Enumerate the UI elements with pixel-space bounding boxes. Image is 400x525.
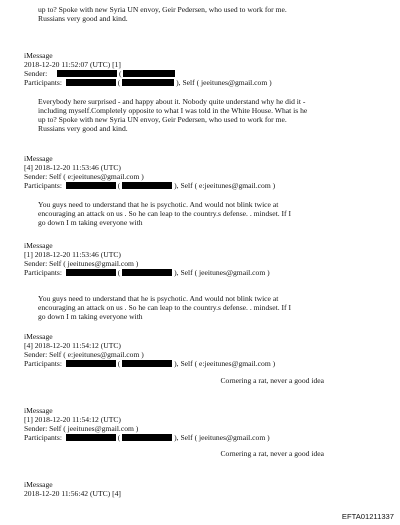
sender-label: Sender: [24,69,48,78]
redaction-box [122,269,172,276]
message-body-line: You guys need to understand that he is psychotic. And would not blink twice at [38,294,279,303]
redaction-box [66,360,116,367]
message-body-line: encouraging an attack on us . So he can leap to the country.s defense. . mindset. If I [38,209,291,218]
message-timestamp: [1] 2018-12-20 11:53:46 (UTC) [24,250,121,259]
message-body-line: Cornering a rat, never a good idea [220,376,324,385]
participants-line [24,433,270,442]
participants-self: ), Self ( jeeitunes@gmail.com ) [174,268,270,277]
participants-self: ), Self ( jeeitunes@gmail.com ) [174,433,270,442]
document-id: EFTA01211337 [341,512,394,521]
participants-line [24,359,275,368]
message-type: iMessage [24,480,53,489]
message-type: iMessage [24,241,53,250]
message-timestamp: 2018-12-20 11:52:07 (UTC) [1] [24,60,121,69]
participants-label: Participants: [24,78,62,87]
message-type: iMessage [24,154,53,163]
participants-self: ), Self ( e:jeeitunes@gmail.com ) [174,181,276,190]
message-type: iMessage [24,51,53,60]
message-timestamp: [1] 2018-12-20 11:54:12 (UTC) [24,415,121,424]
message-body-line: Russians very good and kind. [38,124,128,133]
message-body-line: up to? Spoke with new Syria UN envoy, Geir Pedersen, who used to work for me. [38,115,287,124]
message-body-line: Everybody here surprised - and happy about it. Nobody quite understand why he did it - [38,97,306,106]
redaction-box [122,360,172,367]
participants-self: ), Self ( jeeitunes@gmail.com ) [176,78,272,87]
redaction-box [122,79,174,86]
redaction-box [57,70,117,77]
open-paren: ( [117,268,121,277]
open-paren: ( [117,78,121,87]
open-paren: ( [117,359,121,368]
open-paren: ( [117,181,121,190]
sender-line: Sender: Self ( e:jeeitunes@gmail.com ) [24,350,144,359]
participants-label: Participants: [24,268,62,277]
redaction-box [122,182,172,189]
message-body-line: encouraging an attack on us . So he can leap to the country.s defense. . mindset. If I [38,303,291,312]
message-body-line: including myself.Completely opposite to what I was told in the White House. What is he [38,106,308,115]
message-timestamp: [4] 2018-12-20 11:53:46 (UTC) [24,163,121,172]
participants-line [24,268,270,277]
redaction-box [66,269,116,276]
message-body-line: You guys need to understand that he is psychotic. And would not blink twice at [38,200,279,209]
redaction-box [123,70,175,77]
participants-line [24,78,272,87]
sender-line: Sender: Self ( e:jeeitunes@gmail.com ) [24,172,144,181]
participants-line [24,181,275,190]
message-body-line: Cornering a rat, never a good idea [220,449,324,458]
message-timestamp: 2018-12-20 11:56:42 (UTC) [4] [24,489,121,498]
redaction-box [66,182,116,189]
sender-line: Sender: Self ( jeeitunes@gmail.com ) [24,424,139,433]
redaction-box [66,79,116,86]
sender-line: Sender: Self ( jeeitunes@gmail.com ) [24,259,139,268]
participants-label: Participants: [24,181,62,190]
message-body-line: go down I m taking everyone with [38,218,143,227]
message-body-line: go down I m taking everyone with [38,312,143,321]
participants-self: ), Self ( e:jeeitunes@gmail.com ) [174,359,276,368]
sender-line [24,69,175,78]
open-paren: ( [119,69,122,78]
message-type: iMessage [24,406,53,415]
redaction-box [66,434,116,441]
message-body-line: Russians very good and kind. [38,14,128,23]
message-type: iMessage [24,332,53,341]
message-timestamp: [4] 2018-12-20 11:54:12 (UTC) [24,341,121,350]
open-paren: ( [117,433,121,442]
message-body-line: up to? Spoke with new Syria UN envoy, Geir Pedersen, who used to work for me. [38,5,287,14]
participants-label: Participants: [24,359,62,368]
participants-label: Participants: [24,433,62,442]
redaction-box [122,434,172,441]
